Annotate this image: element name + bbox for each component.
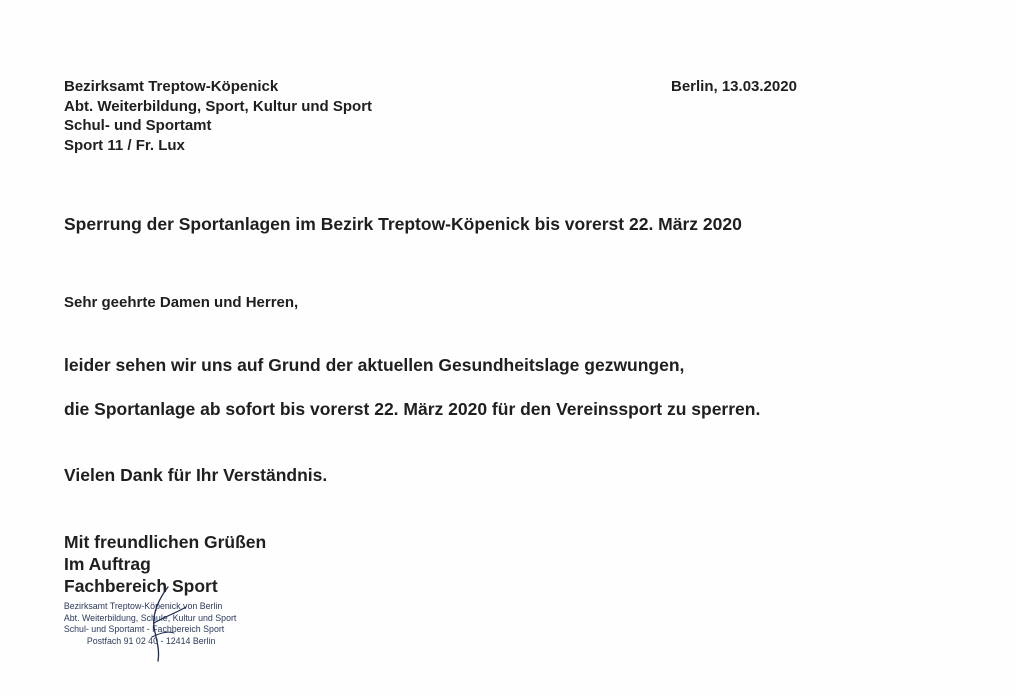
closing-on-behalf: Im Auftrag bbox=[64, 554, 151, 574]
closing-department: Fachbereich Sport bbox=[64, 576, 218, 596]
sender-address bbox=[64, 77, 372, 155]
letter-date: Berlin, 13.03.2020 bbox=[671, 78, 797, 95]
stamp-line-4: Postfach 91 02 40 - 12414 Berlin bbox=[86, 635, 216, 647]
body-line-2: die Sportanlage ab sofort bis vorerst 22. März 2020 für den Vereinssport zu sperren. bbox=[64, 399, 761, 419]
sender-department: Abt. Weiterbildung, Sport, Kultur und Sport bbox=[64, 97, 373, 115]
office-stamp bbox=[62, 601, 246, 653]
letter-salutation: Sehr geehrte Damen und Herren, bbox=[64, 294, 299, 311]
sender-reference: Sport 11 / Fr. Lux bbox=[64, 136, 185, 154]
letter-subject: Sperrung der Sportanlagen im Bezirk Treptow-Köpenick bis vorerst 22. März 2020 bbox=[64, 214, 742, 234]
body-line-1: leider sehen wir uns auf Grund der aktuellen Gesundheitslage gezwungen, bbox=[64, 355, 685, 375]
stamp-line-3: Schul- und Sportamt - Fachbereich Sport bbox=[63, 624, 225, 635]
stamp-line-2: Abt. Weiterbildung, Schule, Kultur und Sport bbox=[63, 612, 237, 624]
letter-closing bbox=[64, 531, 266, 597]
stamp-line-1: Bezirksamt Treptow-Köpenick von Berlin bbox=[63, 601, 223, 612]
sender-office: Bezirksamt Treptow-Köpenick bbox=[64, 78, 279, 95]
sender-agency: Schul- und Sportamt bbox=[64, 117, 212, 134]
body-thanks: Vielen Dank für Ihr Verständnis. bbox=[64, 465, 328, 485]
closing-greeting: Mit freundlichen Grüßen bbox=[64, 532, 267, 552]
